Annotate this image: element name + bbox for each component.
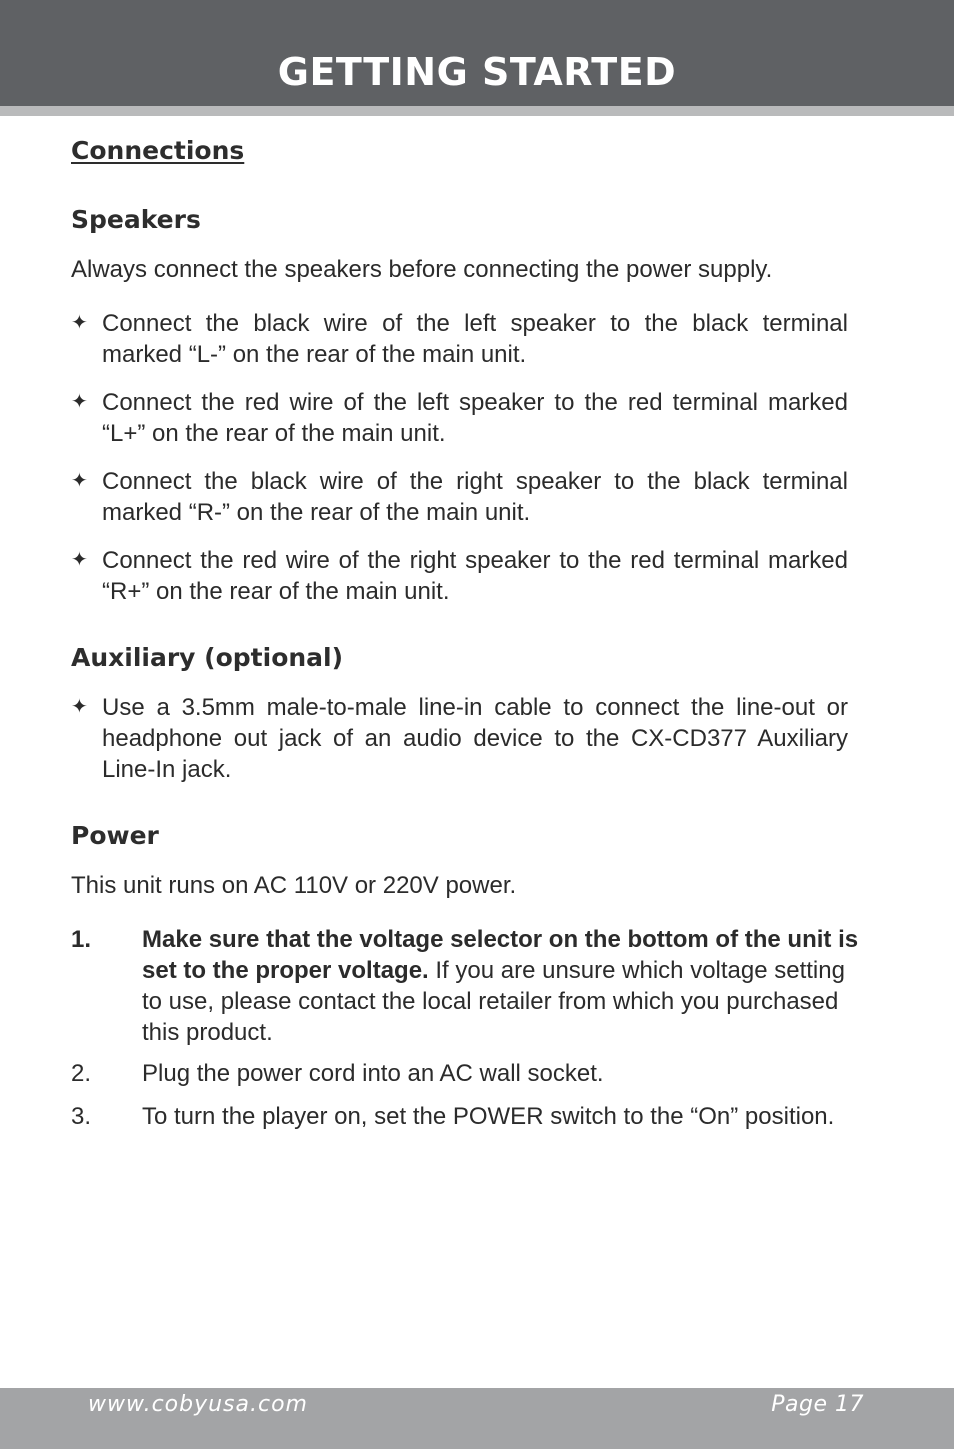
bullet-text: Connect the black wire of the left speaker to the black terminal marked “L-” on the rear of the main unit. bbox=[102, 310, 848, 368]
step-number: 3. bbox=[71, 1103, 92, 1130]
page-title: GETTING STARTED bbox=[277, 50, 677, 94]
step-number: 2. bbox=[71, 1060, 92, 1087]
speakers-intro: Always connect the speakers before connecting the power supply. bbox=[71, 256, 773, 283]
bullet-text: Connect the red wire of the right speaker to the red terminal marked “R+” on the rear of the main unit. bbox=[102, 547, 848, 605]
step-detail: If you are unsure which voltage setting to use, please contact the local retailer from which you purchased this product. bbox=[142, 957, 845, 1046]
step-text: To turn the player on, set the POWER switch to the “On” position. bbox=[142, 1103, 835, 1130]
speakers-heading: Speakers bbox=[71, 205, 201, 234]
bullet-text: Use a 3.5mm male-to-male line-in cable to connect the line-out or headphone out jack of an audio device to the CX-CD377 Auxiliary Line-In jack. bbox=[102, 694, 848, 783]
star-bullet-icon: ✦ bbox=[71, 696, 88, 718]
star-bullet-icon: ✦ bbox=[71, 391, 88, 413]
step-text bbox=[142, 924, 871, 1048]
footer-website: www.cobyusa.com bbox=[88, 1392, 308, 1417]
step-emphasis: Make sure that the voltage selector on the bottom of the unit is set to the proper voltage. bbox=[142, 926, 859, 984]
bullet-text: Connect the red wire of the left speaker to the red terminal marked “L+” on the rear of the main unit. bbox=[102, 389, 848, 447]
power-intro: This unit runs on AC 110V or 220V power. bbox=[71, 872, 517, 899]
auxiliary-heading: Auxiliary (optional) bbox=[71, 643, 344, 672]
step-number: 1. bbox=[71, 926, 92, 953]
step-text: Plug the power cord into an AC wall socket. bbox=[142, 1060, 604, 1087]
star-bullet-icon: ✦ bbox=[71, 549, 88, 571]
page-number: Page 17 bbox=[771, 1392, 864, 1417]
star-bullet-icon: ✦ bbox=[71, 470, 88, 492]
power-heading: Power bbox=[71, 821, 159, 850]
bullet-text: Connect the black wire of the right speaker to the black terminal marked “R-” on the rear of the main unit. bbox=[102, 468, 848, 526]
header-divider bbox=[0, 106, 954, 116]
star-bullet-icon: ✦ bbox=[71, 312, 88, 334]
connections-heading: Connections bbox=[71, 136, 245, 165]
